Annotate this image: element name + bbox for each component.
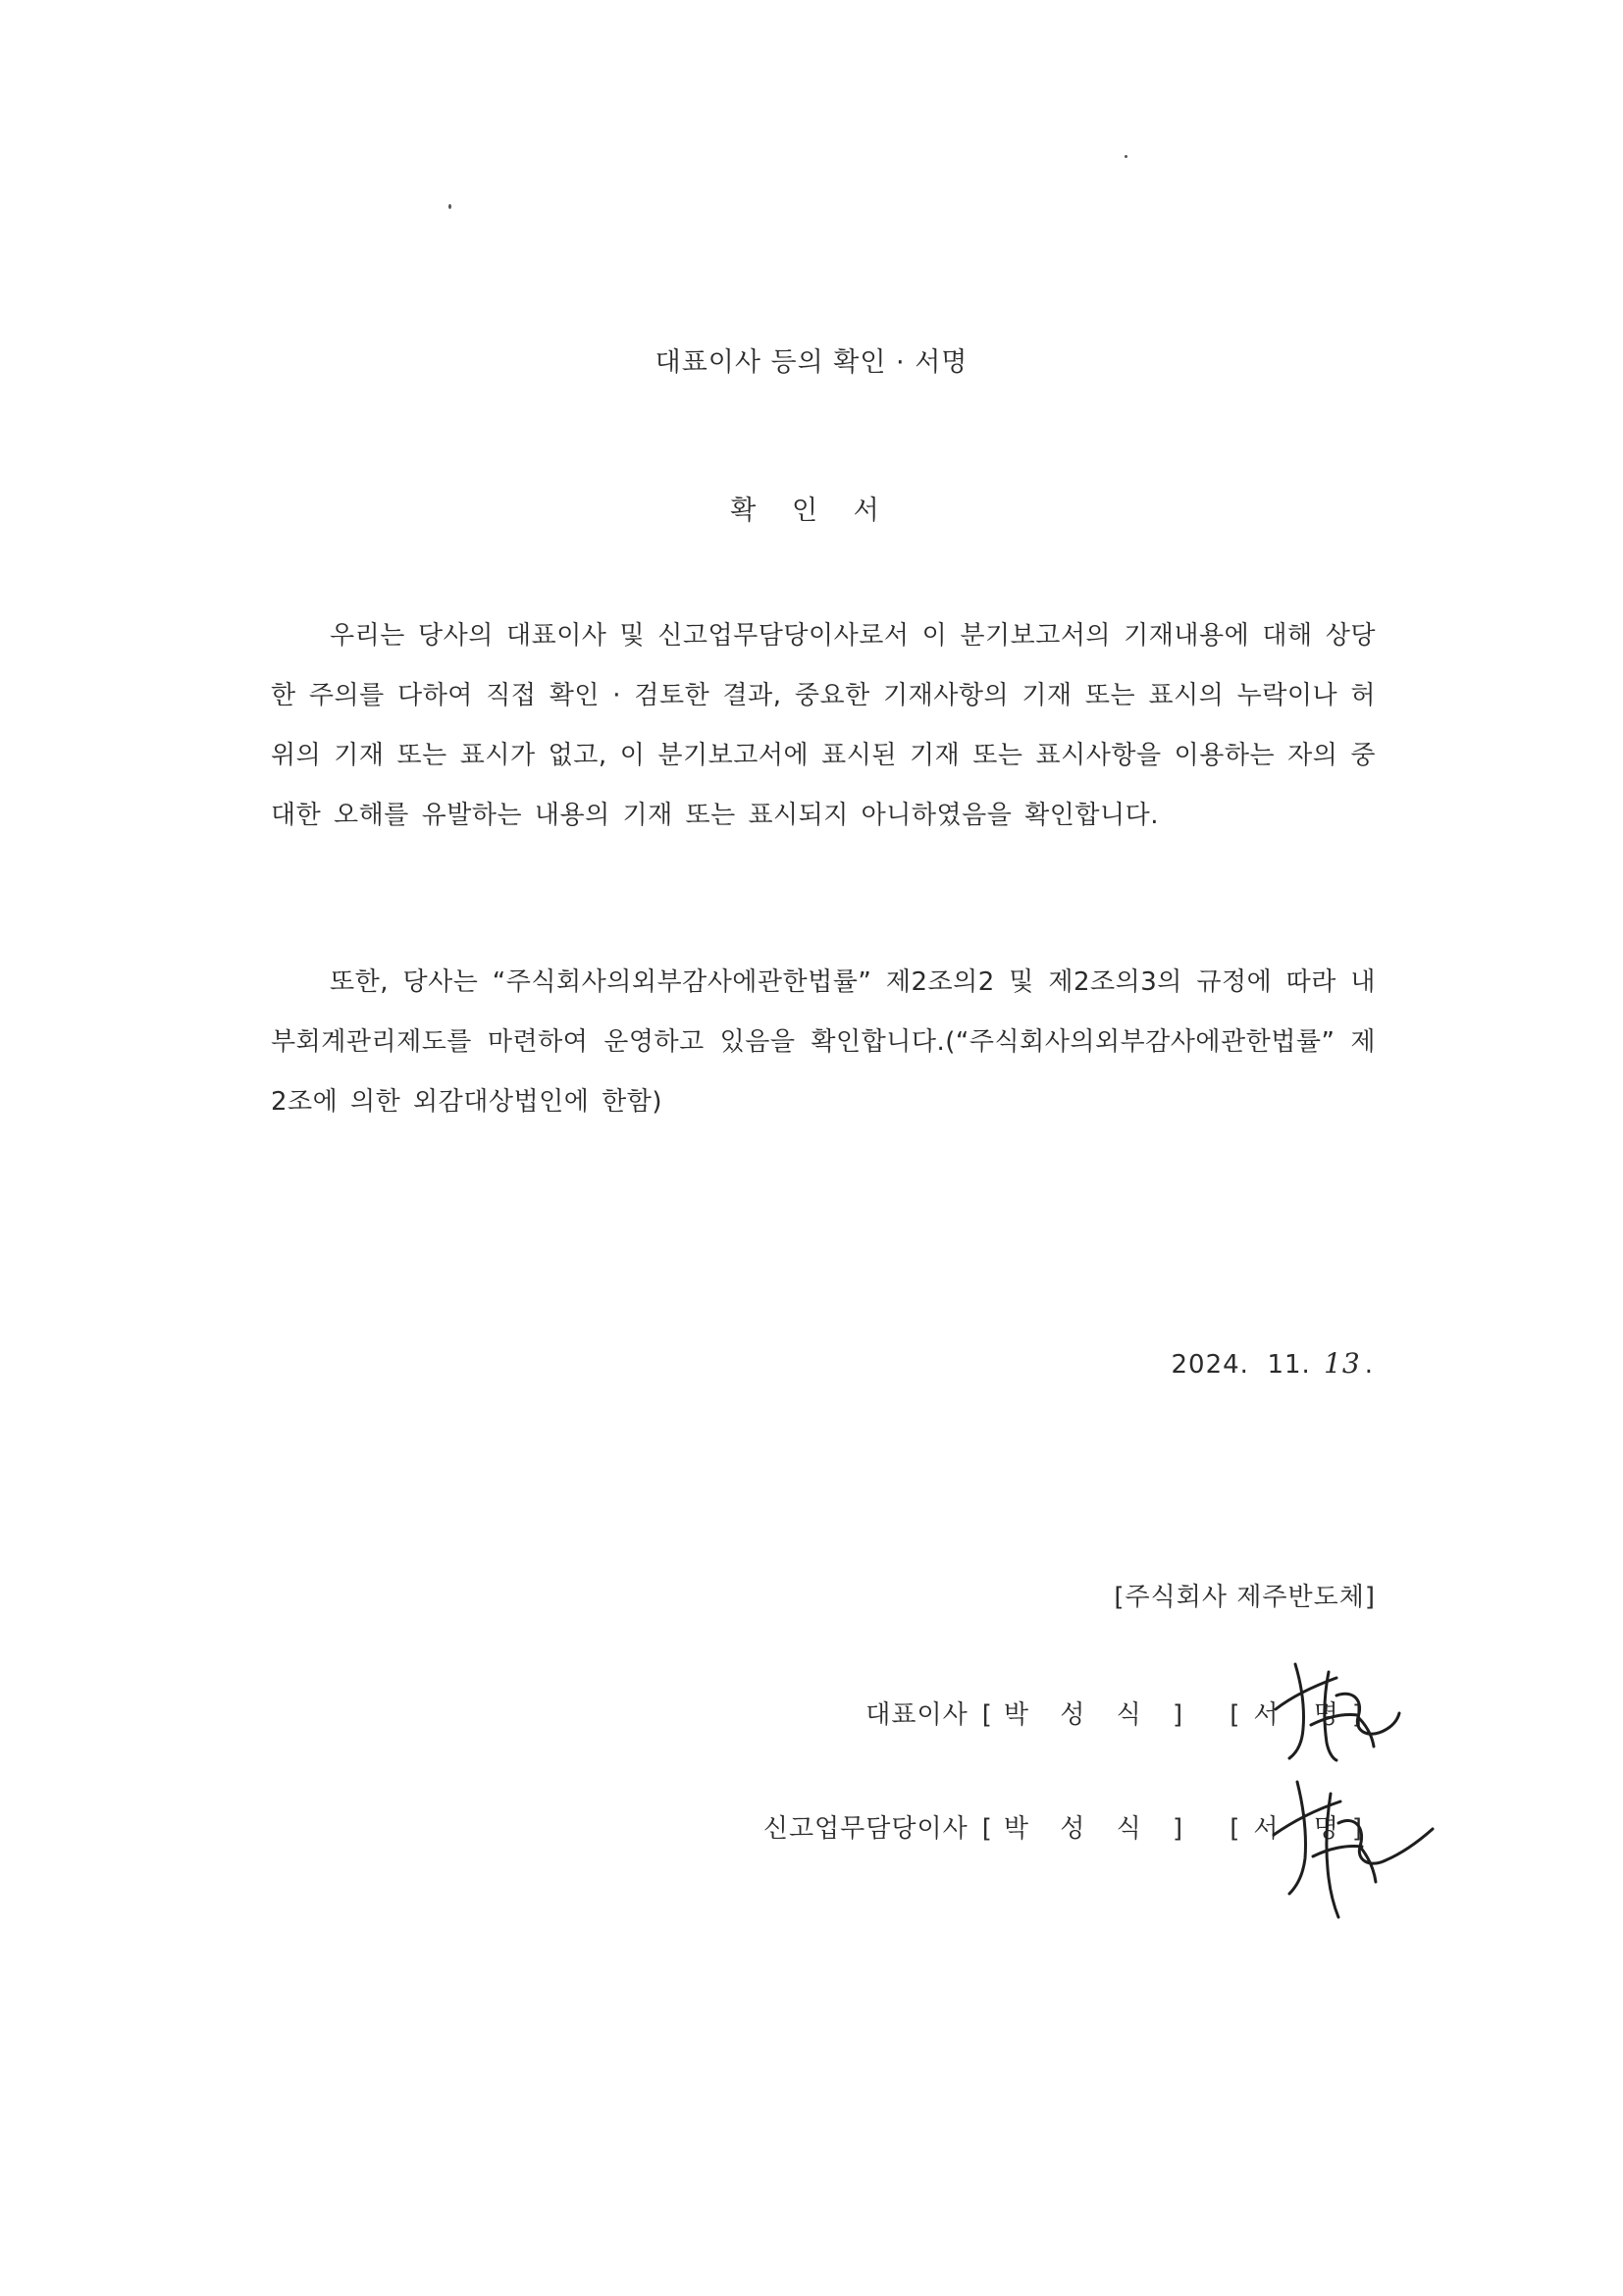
scan-speck: [1125, 155, 1127, 158]
signatory-role: 대표이사: [865, 1700, 969, 1730]
signatory-name: [박 성 식 ]: [981, 1814, 1195, 1844]
signature-label: [서 명]: [1230, 1814, 1376, 1844]
signatory-name: [박 성 식 ]: [981, 1700, 1195, 1730]
signatory-row-ceo: [865, 1695, 1376, 1731]
document-title: 대표이사 등의 확인 · 서명: [654, 347, 969, 378]
scan-speck: [448, 204, 451, 209]
date-year-month: 2024. 11.: [1171, 1350, 1311, 1380]
date-suffix: .: [1364, 1350, 1374, 1380]
signature-label: [서 명]: [1230, 1700, 1376, 1730]
confirmation-paragraph: 우리는 당사의 대표이사 및 신고업무담당이사로서 이 분기보고서의 기재내용에 대해 상당한 주의를 다하여 직접 확인 · 검토한 결과, 중요한 기재사항의 기재 또는 표시의 누락이나 허위의 기재 또는 표시가 없고, 이 분기보고서에 표시된 기재 또는 표시사항을 이용하는 자의 중대한 오해를 유발하는 내용의 기재 또는 표시되지 아니하였음을 확인합니다.: [271, 621, 1376, 830]
signatory-role: 신고업무담당이사: [762, 1814, 969, 1844]
signatory-row-reporting-officer: [763, 1808, 1376, 1845]
document-date: [1172, 1347, 1374, 1380]
handwritten-signature: [1268, 1776, 1444, 1923]
date-day-handwritten: 13: [1324, 1347, 1361, 1380]
internal-control-paragraph: 또한, 당사는 “주식회사의외부감사에관한법률” 제2조의2 및 제2조의3의 규정에 따라 내부회계관리제도를 마련하여 운영하고 있음을 확인합니다.(“주식회사의외부감사에관한법률” 제2조에 의한 외감대상법인에 한함): [271, 967, 1376, 1117]
document-subtitle: 확 인 서: [730, 496, 893, 526]
company-name: [주식회사 제주반도체]: [1114, 1583, 1376, 1612]
